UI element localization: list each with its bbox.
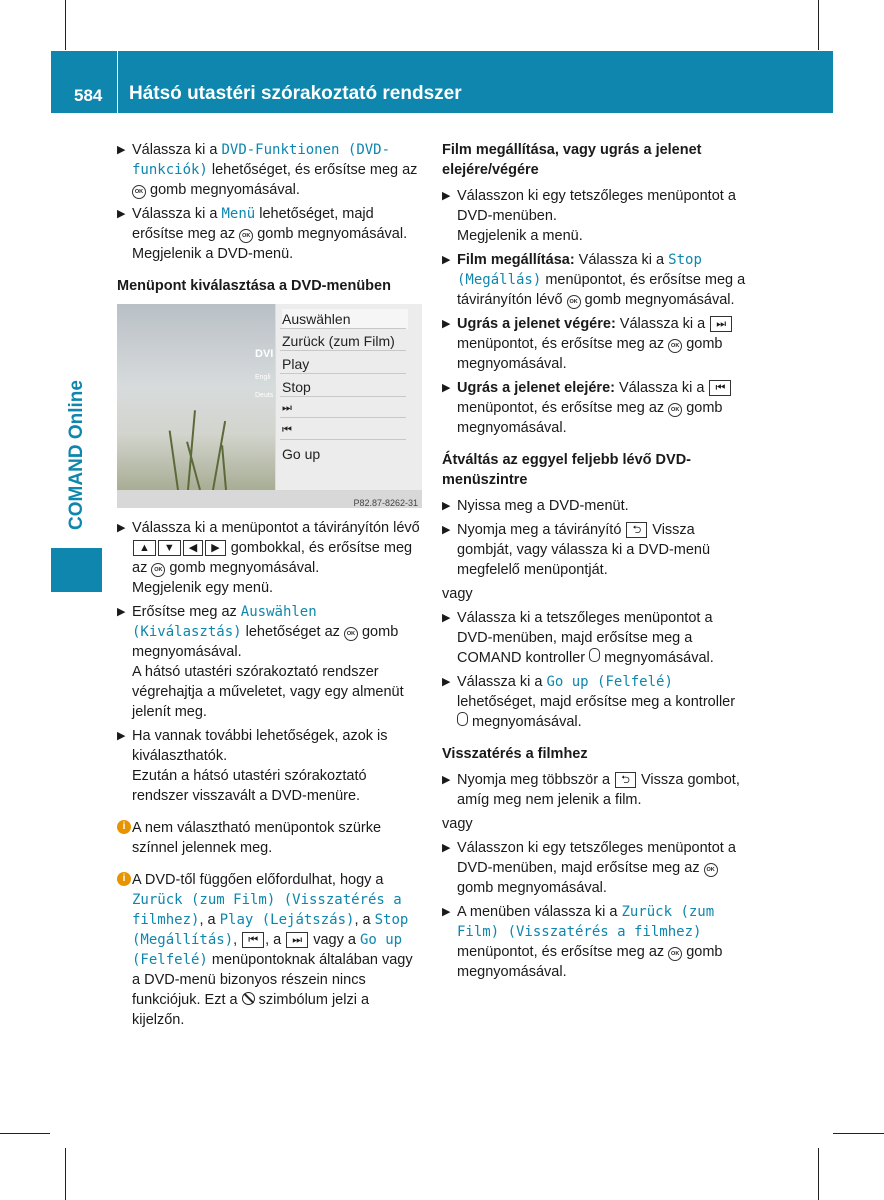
ok-button-icon: OK [567,295,581,309]
ok-button-icon: OK [668,403,682,417]
up-key-icon: ▲ [133,540,156,556]
menu-term: DVD-Funktionen (DVD-funkciók) [132,142,391,178]
list-item: ▶ Ugrás a jelenet végére: Válassza ki a ⏭ menüpontot, és erősítse meg az OK gomb megnyomásával. [442,314,748,374]
list-item: ▶ Nyomja meg a távirányító ⮌ Vissza gombját, vagy válassza ki a DVD-menü megfelelő menüpontját. [442,522,711,578]
menu-term: Menü [221,206,256,222]
section-heading: Film megállítása, vagy ugrás a jelenet elejére/végére [442,142,702,178]
screenshot-menu-item: ⏭ [282,402,292,414]
screenshot-menu-item: ⏮ [282,424,292,436]
arrow-icon: ▶ [442,676,451,688]
list-item: ▶ Válassza ki a Menü lehetőséget, majd erősítse meg az OK gomb megnyomásával. Megjelenik a DVD-menü. [117,206,408,262]
back-key-icon: ⮌ [626,522,647,538]
ok-button-icon: OK [239,229,253,243]
arrow-icon: ▶ [442,524,451,536]
menu-term: Stop (Megállás) [457,252,702,288]
info-icon: i [117,872,131,886]
skip-forward-key-icon: ⏭ [286,932,308,948]
menu-term: Go up (Felfelé) [132,932,403,968]
section-heading: Visszatérés a filmhez [442,746,588,762]
screenshot-menu-item: Auswählen [282,309,408,329]
menu-term: Zurück (zum Film) (Visszatérés a filmhez) [457,904,715,940]
list-item: ▶ A menüben válassza ki a Zurück (zum Film) (Visszatérés a filmhez) menüpontot, és erősítse meg az OK gomb megnyomásával. [442,904,723,980]
down-key-icon: ▼ [158,540,181,556]
screenshot-menu-item: Stop [282,379,311,395]
list-item: ▶ Válassza ki a Go up (Felfelé) lehetőséget, majd erősítse meg a kontroller megnyomásával. [442,674,736,730]
side-tab-label: COMAND Online [66,380,87,530]
ok-button-icon: OK [668,339,682,353]
list-item: ▶ Válasszon ki egy tetszőleges menüpontot a DVD-menüben, majd erősítse meg az OK gomb megnyomásával. [442,840,736,896]
skip-forward-key-icon: ⏭ [710,316,732,332]
menu-term: Zurück (zum Film) (Visszatérés a filmhez) [132,892,402,928]
skip-back-key-icon: ⏮ [709,380,731,396]
right-key-icon: ▶ [205,540,225,556]
screenshot-menu-item: Play [282,356,310,372]
arrow-icon: ▶ [442,190,451,202]
arrow-icon: ▶ [117,606,126,618]
list-item: ▶ Nyomja meg többször a ⮌ Vissza gombot, amíg meg nem jelenik a film. [442,772,740,808]
menu-term: Stop (Megállítás) [132,912,409,948]
page-title: Hátsó utastéri szórakoztató rendszer [129,83,462,104]
info-note: i A nem választható menüpontok szürke színnel jelennek meg. [117,818,424,858]
list-item: ▶ Válasszon ki egy tetszőleges menüpontot a DVD-menüben. Megjelenik a menü. [442,188,736,244]
list-item: ▶ Válassza ki a DVD-Funktionen (DVD-funkciók) lehetőséget, és erősítse meg az OK gomb megnyomásával. [117,142,418,198]
screenshot-footer [117,490,422,508]
crop-mark [818,1148,819,1200]
arrow-icon: ▶ [442,318,451,330]
header-divider [117,51,118,113]
menu-term: Play (Lejátszás) [219,912,355,928]
screenshot-sub-label: Engli [255,374,271,381]
page-number: 584 [74,86,103,105]
list-item: ▶ Erősítse meg az Auswählen (Kiválasztás) lehetőséget az OK gomb megnyomásával. A hátsó utastéri szórakoztató rendszer végrehajtja a műveletet, vagy egy almenüt jelenít meg. [117,604,404,720]
left-key-icon: ◀ [183,540,203,556]
ok-button-icon: OK [151,563,165,577]
section-heading: Menüpont kiválasztása a DVD-menüben [117,278,391,294]
info-icon: i [117,820,131,834]
crop-mark [65,0,66,50]
screenshot-dvd-label: DVI [255,348,274,360]
screenshot-menu [276,304,422,490]
list-item: ▶ Film megállítása: Válassza ki a Stop (Megállás) menüpontot, és erősítse meg a távirányítón lévő OK gomb megnyomásával. [442,252,746,308]
arrow-icon: ▶ [117,144,126,156]
screenshot-sub-label: Deuts [255,392,274,399]
or-label: vagy [442,586,473,602]
section-heading: Átváltás az eggyel feljebb lévő DVD-menüszintre [442,452,691,488]
controller-icon [589,648,600,662]
arrow-icon: ▶ [117,730,126,742]
list-item: ▶ Nyissa meg a DVD-menüt. [442,498,629,514]
skip-back-key-icon: ⏮ [242,932,264,948]
arrow-icon: ▶ [117,208,126,220]
arrow-icon: ▶ [442,254,451,266]
ok-button-icon: OK [704,863,718,877]
arrow-icon: ▶ [442,612,451,624]
side-tab [51,548,102,592]
prohibited-icon [242,992,255,1005]
crop-mark [0,1133,50,1134]
arrow-icon: ▶ [442,774,451,786]
screenshot-menu-item: Go up [282,446,321,462]
info-note: i A DVD-től függően előfordulhat, hogy a Zurück (zum Film) (Visszatérés a filmhez), a Play (Lejátszás), a Stop (Megállítás), ⏮ , a ⏭ vagy a Go up (Felfelé) menüpontoknak általában vagy a DVD-menü bizonyos részein nincs funkciójuk. Ezt a szimbólum jelzi a kijelzőn. [117,870,424,1030]
list-item: ▶ Válassza ki a menüpontot a távirányítón lévő ▲ ▼ ◀ ▶ gombokkal, és erősítse meg az OK gomb megnyomásával. Megjelenik egy menü. [117,520,420,596]
ok-button-icon: OK [132,185,146,199]
figure-code: P82.87-8262-31 [353,498,418,508]
screenshot-background [117,304,275,490]
arrow-icon: ▶ [442,500,451,512]
screenshot-menu-item: Zurück (zum Film) [282,333,395,349]
list-item: ▶ Ha vannak további lehetőségek, azok is kiválaszthatók. Ezután a hátsó utastéri szórakoztató rendszer visszavált a DVD-menüre. [117,728,388,804]
left-column [117,140,424,1034]
list-item: ▶ Ugrás a jelenet elejére: Válassza ki a ⏮ menüpontot, és erősítse meg az OK gomb megnyomásával. [442,378,748,438]
controller-icon [457,712,468,726]
arrow-icon: ▶ [117,522,126,534]
back-key-icon: ⮌ [615,772,636,788]
dvd-menu-screenshot [117,304,422,508]
arrow-icon: ▶ [442,906,451,918]
list-item: ▶ Válassza ki a tetszőleges menüpontot a DVD-menüben, majd erősítse meg a COMAND kontroller megnyomásával. [442,610,714,666]
crop-mark [818,0,819,50]
or-label: vagy [442,816,473,832]
ok-button-icon: OK [668,947,682,961]
crop-mark [833,1133,884,1134]
menu-term: Go up (Felfelé) [546,674,673,690]
crop-mark [65,1148,66,1200]
ok-button-icon: OK [344,627,358,641]
arrow-icon: ▶ [442,382,451,394]
menu-term: Auswählen (Kiválasztás) [132,604,317,640]
arrow-icon: ▶ [442,842,451,854]
right-column [442,140,748,986]
